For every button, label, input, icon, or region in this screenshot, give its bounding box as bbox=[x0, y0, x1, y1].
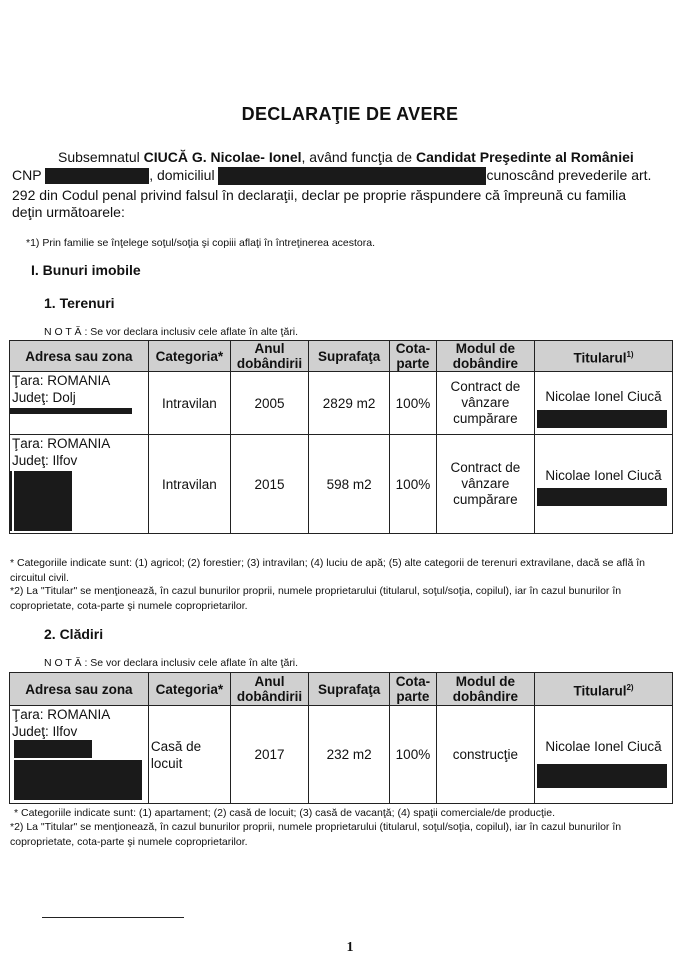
cunoscand-text: cunoscând prevederile art. bbox=[486, 167, 652, 183]
cladiri-footnote-1: * Categoriile indicate sunt: (1) apartament; (2) casă de locuit; (3) casă de vacanţă; (4) spaţii comerciale/de producţie. bbox=[14, 807, 556, 819]
cell-categoria: Casă de locuit bbox=[148, 706, 230, 804]
redacted-block bbox=[14, 740, 92, 758]
declarant-role: Candidat Preşedinte al României bbox=[415, 149, 634, 165]
redacted-block bbox=[537, 488, 667, 506]
cnp-label: CNP bbox=[12, 167, 42, 183]
redacted-address bbox=[218, 167, 486, 185]
redacted-block bbox=[14, 471, 72, 531]
table-row bbox=[10, 372, 673, 435]
intro-line-1 bbox=[58, 148, 678, 166]
terenuri-table bbox=[9, 340, 673, 534]
intro-functia: , având funcţia de bbox=[301, 149, 413, 165]
declarant-name: CIUCĂ G. Nicolae- Ionel bbox=[143, 149, 302, 165]
cell-titular: Nicolae Ionel Ciucă bbox=[535, 372, 673, 435]
table-header-row bbox=[10, 673, 673, 706]
heading-terenuri: 1. Terenuri bbox=[44, 295, 115, 311]
section-bunuri-imobile: I. Bunuri imobile bbox=[31, 262, 141, 278]
cell-categoria: Intravilan bbox=[148, 435, 230, 534]
heading-cladiri: 2. Clădiri bbox=[44, 626, 104, 642]
col-header-modul: Modul de dobândire bbox=[436, 673, 534, 706]
col-header-adresa: Adresa sau zona bbox=[10, 341, 149, 372]
col-header-modul: Modul de dobândire bbox=[436, 341, 534, 372]
cladiri-footnote-2: *2) La "Titular" se menţionează, în cazul bunurilor proprii, numele proprietarului (titularul, soţul/soţia, copilul), iar în cazul bunurilor în coproprietate, cota-parte şi numele coproprietarilor. bbox=[10, 821, 622, 848]
family-note: *1) Prin familie se înţelege soţul/soţia şi copiii aflaţi în întreţinerea acestora. bbox=[26, 237, 376, 249]
cell-anul: 2015 bbox=[230, 435, 308, 534]
redacted-block bbox=[14, 760, 142, 800]
cell-suprafata: 232 m2 bbox=[309, 706, 390, 804]
redacted-block bbox=[537, 410, 667, 428]
document-title: DECLARAŢIE DE AVERE bbox=[241, 104, 459, 124]
domiciliul-label: , domiciliul bbox=[149, 167, 215, 183]
table-row bbox=[10, 435, 673, 534]
col-header-cota: Cota-parte bbox=[390, 673, 437, 706]
redacted-block bbox=[10, 471, 12, 531]
col-header-categoria: Categoria* bbox=[148, 341, 230, 372]
cell-suprafata: 598 m2 bbox=[309, 435, 390, 534]
table-row bbox=[10, 706, 673, 804]
nota-terenuri: N O T Ă : Se vor declara inclusiv cele aflate în alte ţări. bbox=[44, 326, 299, 338]
intro-line-4: deţin următoarele: bbox=[12, 204, 125, 220]
cell-titular: Nicolae Ionel Ciucă bbox=[535, 706, 673, 804]
page-number: 1 bbox=[346, 940, 354, 955]
table-header-row bbox=[10, 341, 673, 372]
intro-line-3: 292 din Codul penal privind falsul în declaraţii, declar pe proprie răspundere că împreună cu familia bbox=[12, 187, 627, 203]
cell-anul: 2005 bbox=[230, 372, 308, 435]
nota-cladiri: N O T Ă : Se vor declara inclusiv cele aflate în alte ţări. bbox=[44, 657, 299, 669]
redacted-block bbox=[10, 408, 132, 414]
cell-titular: Nicolae Ionel Ciucă bbox=[535, 435, 673, 534]
cell-cota: 100% bbox=[390, 435, 437, 534]
cell-modul: Contract de vânzare cumpărare bbox=[436, 435, 534, 534]
col-header-titularul: Titularul$^{2)}$ bbox=[535, 673, 673, 706]
col-header-anul: Anul dobândirii bbox=[230, 341, 308, 372]
col-header-categoria: Categoria* bbox=[148, 673, 230, 706]
cell-modul: construcţie bbox=[436, 706, 534, 804]
redacted-block bbox=[537, 764, 667, 788]
cell-adresa: Ţara: ROMANIA Judeţ: Dolj bbox=[10, 372, 149, 435]
footnote-divider bbox=[42, 917, 184, 918]
cladiri-table bbox=[9, 672, 673, 804]
col-header-anul: Anul dobândirii bbox=[230, 673, 308, 706]
cell-modul: Contract de vânzare cumpărare bbox=[436, 372, 534, 435]
terenuri-footnote-1: * Categoriile indicate sunt: (1) agricol; (2) forestier; (3) intravilan; (4) luciu de apă; (5) alte categorii de terenuri extravilane, dacă se află în circuitul civil. bbox=[10, 557, 645, 584]
intro-line-2 bbox=[12, 166, 680, 185]
col-header-adresa: Adresa sau zona bbox=[10, 673, 149, 706]
cell-adresa: Ţara: ROMANIA Judeţ: Ilfov bbox=[10, 706, 149, 804]
redacted-cnp bbox=[45, 168, 149, 184]
col-header-cota: Cota-parte bbox=[390, 341, 437, 372]
intro-subsemnatul: Subsemnatul bbox=[58, 149, 140, 165]
terenuri-footnote-2: *2) La "Titular" se menţionează, în cazul bunurilor proprii, numele proprietarului (titularul, soţul/soţia, copilul), iar în cazul bunurilor în coproprietate, cota-parte şi numele coproprietarilor. bbox=[10, 585, 622, 612]
cell-anul: 2017 bbox=[230, 706, 308, 804]
cell-adresa: Ţara: ROMANIA Judeţ: Ilfov bbox=[10, 435, 149, 534]
col-header-suprafata: Suprafaţa bbox=[309, 341, 390, 372]
col-header-suprafata: Suprafaţa bbox=[309, 673, 390, 706]
cell-cota: 100% bbox=[390, 706, 437, 804]
cell-categoria: Intravilan bbox=[148, 372, 230, 435]
cell-cota: 100% bbox=[390, 372, 437, 435]
cell-suprafata: 2829 m2 bbox=[309, 372, 390, 435]
col-header-titularul: Titularul$^{1)}$ bbox=[535, 341, 673, 372]
